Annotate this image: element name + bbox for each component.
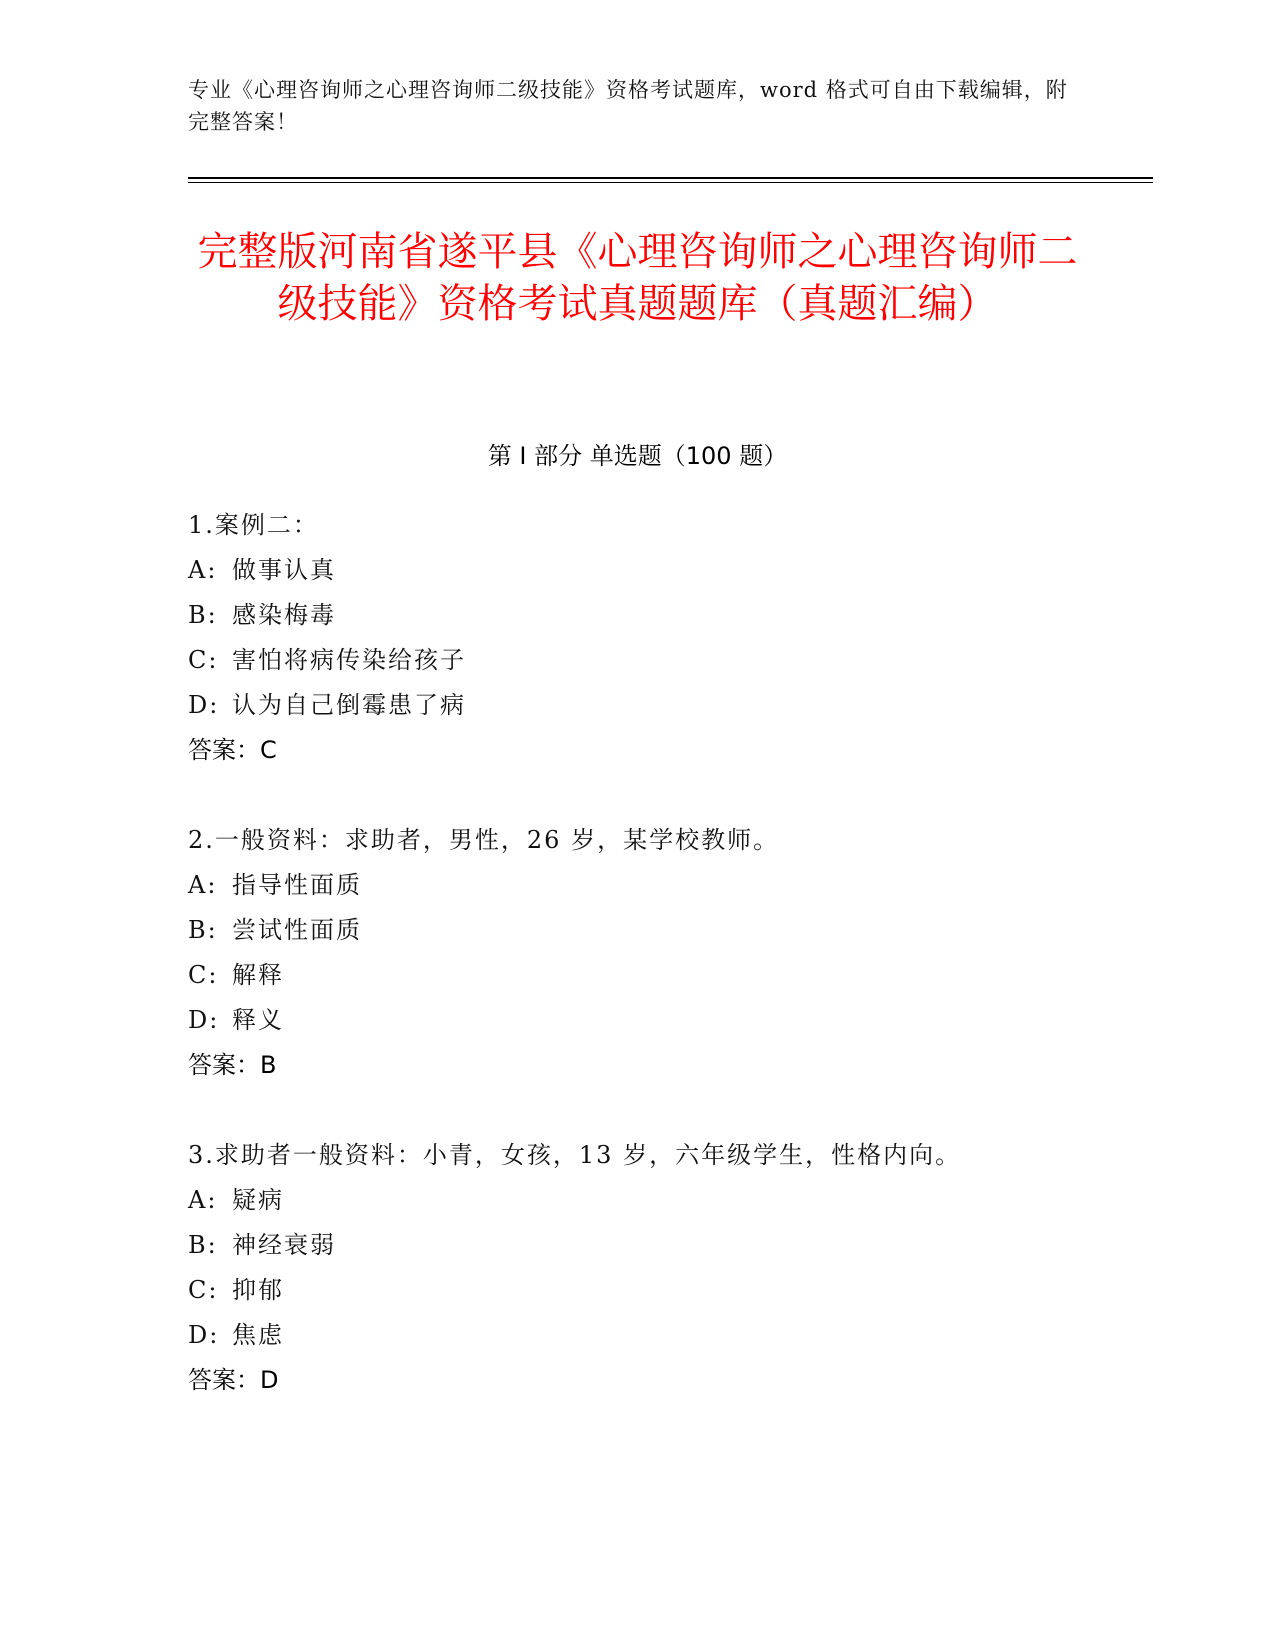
option-c bbox=[188, 1268, 1138, 1313]
option-d bbox=[188, 998, 1138, 1043]
option-text: 尝试性面质 bbox=[232, 916, 362, 944]
option-b bbox=[188, 1223, 1138, 1268]
answer-line bbox=[188, 1043, 1138, 1088]
answer-line bbox=[188, 728, 1138, 773]
option-a bbox=[188, 548, 1138, 593]
option-a bbox=[188, 1178, 1138, 1223]
option-text: 认为自己倒霉患了病 bbox=[232, 691, 466, 719]
option-text: 解释 bbox=[232, 961, 284, 989]
answer-value: D bbox=[260, 1366, 279, 1394]
answer-label: 答案： bbox=[188, 736, 260, 764]
header-rule-thick bbox=[188, 177, 1153, 179]
option-d bbox=[188, 683, 1138, 728]
section-heading: 第 I 部分 单选题（100 题） bbox=[487, 442, 788, 470]
option-key: A: bbox=[188, 1186, 218, 1214]
option-key: C: bbox=[188, 961, 219, 989]
question-item bbox=[188, 818, 1138, 1088]
option-b bbox=[188, 593, 1138, 638]
question-stem: 1.案例二： bbox=[188, 511, 319, 539]
option-key: A: bbox=[188, 871, 218, 899]
question-stem: 3.求助者一般资料：小青，女孩，13 岁，六年级学生，性格内向。 bbox=[188, 1141, 962, 1169]
option-c bbox=[188, 638, 1138, 683]
option-d bbox=[188, 1313, 1138, 1358]
option-key: D: bbox=[188, 1006, 220, 1034]
option-text: 感染梅毒 bbox=[232, 601, 336, 629]
option-text: 释义 bbox=[232, 1006, 284, 1034]
option-text: 焦虑 bbox=[232, 1321, 284, 1349]
option-a bbox=[188, 863, 1138, 908]
option-key: B: bbox=[188, 601, 218, 629]
option-key: D: bbox=[188, 1321, 220, 1349]
option-text: 害怕将病传染给孩子 bbox=[232, 646, 466, 674]
answer-line bbox=[188, 1358, 1138, 1403]
document-title: 完整版河南省遂平县《心理咨询师之心理咨询师二级技能》资格考试真题题库（真题汇编） bbox=[197, 229, 1078, 327]
option-key: A: bbox=[188, 556, 218, 584]
header-rule-thin bbox=[188, 182, 1153, 183]
option-key: B: bbox=[188, 916, 218, 944]
answer-value: B bbox=[260, 1051, 277, 1079]
option-key: D: bbox=[188, 691, 220, 719]
answer-value: C bbox=[260, 736, 277, 764]
header-note: 专业《心理咨询师之心理咨询师二级技能》资格考试题库，word 格式可自由下载编辑，附完整答案！ bbox=[188, 78, 1068, 134]
option-key: C: bbox=[188, 646, 219, 674]
option-text: 做事认真 bbox=[232, 556, 336, 584]
option-text: 指导性面质 bbox=[232, 871, 362, 899]
option-text: 抑郁 bbox=[232, 1276, 284, 1304]
question-item bbox=[188, 503, 1138, 773]
option-text: 疑病 bbox=[232, 1186, 284, 1214]
question-item bbox=[188, 1133, 1138, 1403]
option-b bbox=[188, 908, 1138, 953]
answer-label: 答案： bbox=[188, 1366, 260, 1394]
option-c bbox=[188, 953, 1138, 998]
option-text: 神经衰弱 bbox=[232, 1231, 336, 1259]
option-key: B: bbox=[188, 1231, 218, 1259]
answer-label: 答案： bbox=[188, 1051, 260, 1079]
option-key: C: bbox=[188, 1276, 219, 1304]
question-stem: 2.一般资料：求助者，男性，26 岁，某学校教师。 bbox=[188, 826, 780, 854]
